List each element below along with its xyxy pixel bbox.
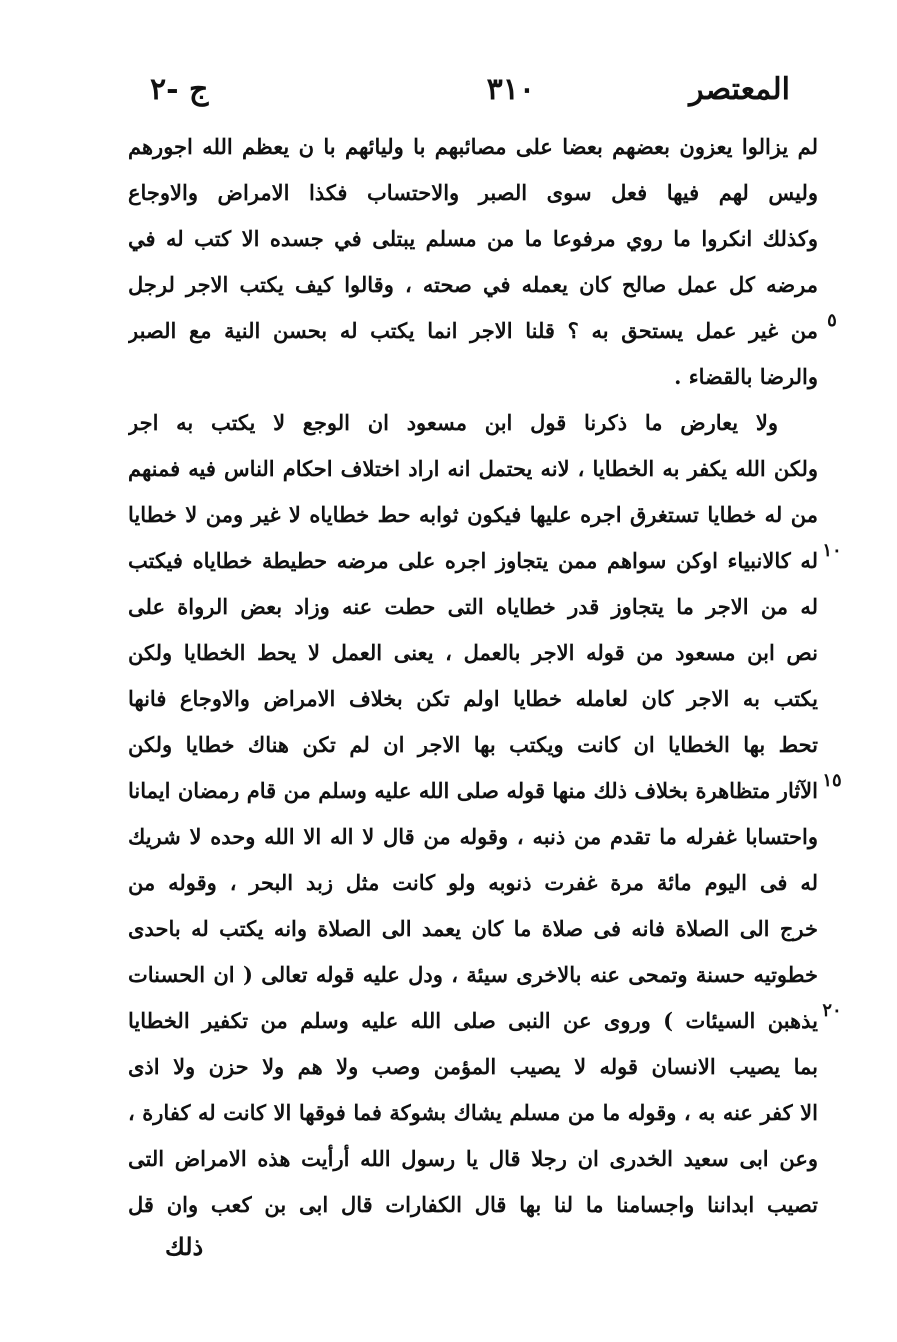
text-line: واحتسابا غفرله ما تقدم من ذنبه ، وقوله من قال لا اله الا الله وحده لا شريك — [128, 824, 818, 849]
text-line: من له خطايا تستغرق اجره عليها فيكون ثوابه حط خطاياه لا غير ومن لا خطايا — [128, 502, 818, 527]
line-number-marker: ٥ — [827, 310, 837, 331]
text-line: تحط بها الخطايا ان كانت ويكتب بها الاجر ان لم تكن هناك خطايا ولكن — [128, 732, 818, 757]
line-number-marker: ١٥ — [822, 770, 842, 791]
text-line: بما يصيب الانسان قوله لا يصيب المؤمن وصب ولا هم ولا حزن ولا اذى — [128, 1054, 818, 1079]
text-line: له من الاجر ما يتجاوز قدر خطاياه التى حطت عنه وزاد بعض الرواة على — [128, 594, 818, 619]
text-line: الآثار متظاهرة بخلاف ذلك منها قوله صلى الله عليه وسلم من قام رمضان ايمانا — [128, 778, 818, 803]
text-line: والرضا بالقضاء . — [674, 364, 818, 389]
text-line: خطوتيه حسنة وتمحى عنه بالاخرى سيئة ، ودل عليه قوله تعالى ( ان الحسنات — [128, 962, 818, 987]
catchword: ذلك — [165, 1232, 204, 1261]
text-line: لم يزالوا يعزون بعضهم بعضا على مصائبهم با وليائهم با ن يعظم الله اجورهم — [128, 134, 818, 159]
text-line: يكتب به الاجر كان لعامله خطايا اولم تكن بخلاف الامراض والاوجاع فانها — [128, 686, 818, 711]
page-number: ٣١٠ — [486, 72, 535, 107]
text-line: من غير عمل يستحق به ؟ قلنا الاجر انما يكتب له بحسن النية مع الصبر — [128, 318, 818, 343]
text-line: وعن ابى سعيد الخدرى ان رجلا قال يا رسول الله أرأيت هذه الامراض التى — [128, 1146, 818, 1171]
text-line: مرضه كل عمل صالح كان يعمله في صحته ، وقالوا كيف يكتب الاجر لرجل — [128, 272, 818, 297]
body-text — [128, 124, 818, 1228]
text-line: ولكن الله يكفر به الخطايا ، لانه يحتمل انه اراد اختلاف احكام الناس فيه فمنهم — [128, 456, 818, 481]
text-line: ولا يعارض ما ذكرنا قول ابن مسعود ان الوجع لا يكتب به اجر — [128, 410, 778, 435]
text-line: خرج الى الصلاة فانه فى صلاة ما كان يعمد الى الصلاة وانه يكتب له باحدى — [128, 916, 818, 941]
line-number-marker: ١٠ — [822, 540, 842, 561]
text-line: وكذلك انكروا ما روي مرفوعا ما من مسلم يبتلى في جسده الا كتب له في — [128, 226, 818, 251]
text-line: وليس لهم فيها فعل سوى الصبر والاحتساب فكذا الامراض والاوجاع — [128, 180, 818, 205]
page-header — [150, 72, 790, 122]
text-line: نص ابن مسعود من قوله الاجر بالعمل ، يعنى العمل لا يحط الخطايا ولكن — [128, 640, 818, 665]
text-line: تصيب ابداننا واجسامنا ما لنا بها قال الكفارات قال ابى بن كعب وان قل — [128, 1192, 818, 1217]
text-line: له كالانبياء اوكن سواهم ممن يتجاوز اجره على مرضه حطيطة خطاياه فيكتب — [128, 548, 818, 573]
text-line: الا كفر عنه به ، وقوله ما من مسلم يشاك بشوكة فما فوقها الا كانت له كفارة ، — [128, 1100, 818, 1125]
text-line: يذهبن السيئات ) وروى عن النبى صلى الله عليه وسلم من تكفير الخطايا — [128, 1008, 818, 1033]
line-number-marker: ٢٠ — [822, 1000, 842, 1021]
text-line: له فى اليوم مائة مرة غفرت ذنوبه ولو كانت مثل زبد البحر ، وقوله من — [128, 870, 818, 895]
book-title: المعتصر — [689, 72, 790, 107]
volume-label: ج -٢ — [150, 72, 209, 107]
